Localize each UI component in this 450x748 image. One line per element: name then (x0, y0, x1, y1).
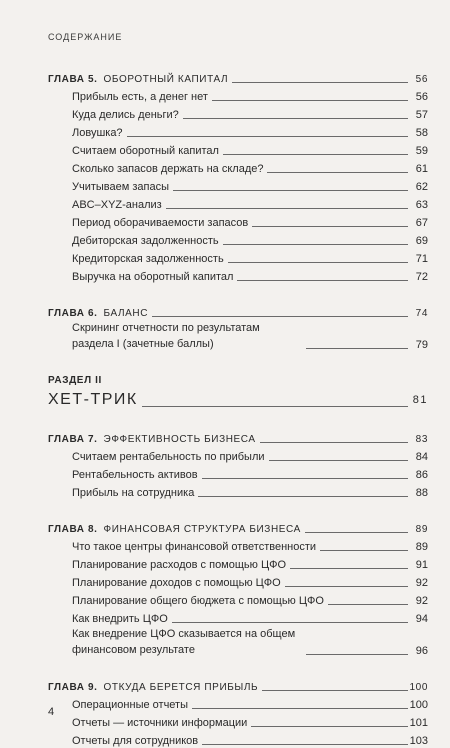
chapter-5-row (48, 68, 428, 86)
leader-line (166, 208, 408, 209)
page-number: 67 (415, 217, 428, 229)
entry-title: Кредиторская задолженность (72, 253, 224, 265)
toc-entry (48, 320, 428, 352)
toc-entry (48, 446, 428, 464)
running-head: СОДЕРЖАНИЕ (48, 32, 123, 42)
page-number: 56 (415, 74, 428, 85)
section-title: ХЕТ-ТРИК (48, 391, 138, 408)
entry-title: Отчеты — источники информации (72, 717, 248, 729)
chapter-heading (48, 73, 228, 86)
chapter-title: ОБОРОТНЫЙ КАПИТАЛ (103, 74, 229, 85)
toc-entry (48, 248, 428, 266)
spacer (48, 500, 428, 514)
page-number: 94 (415, 613, 428, 625)
page-number: 89 (415, 524, 428, 535)
leader-line (262, 690, 407, 691)
page-number: 89 (415, 541, 428, 553)
leader-line (237, 280, 408, 281)
chapter-title: ЭФФЕКТИВНОСТЬ БИЗНЕСА (103, 434, 256, 445)
leader-line (142, 406, 408, 407)
page-number: 91 (415, 559, 428, 571)
leader-line (127, 136, 408, 137)
page-number: 92 (415, 595, 428, 607)
chapter-number: ГЛАВА 6. (48, 308, 98, 319)
chapter-6-row (48, 302, 428, 320)
toc-entry (48, 122, 428, 140)
leader-line (202, 744, 408, 745)
leader-line (172, 622, 408, 623)
entry-title: Что такое центры финансовой ответственности (72, 541, 317, 553)
page-number: 103 (409, 735, 428, 747)
leader-line (320, 550, 408, 551)
spacer (48, 658, 428, 672)
chapter-8-row (48, 518, 428, 536)
entry-title: Планирование расходов с помощью ЦФО (72, 559, 287, 571)
chapter-9-row (48, 676, 428, 694)
toc-entry (48, 712, 428, 730)
page-number: 61 (415, 163, 428, 175)
leader-line (212, 100, 408, 101)
toc-entry (48, 626, 428, 658)
toc-entry (48, 194, 428, 212)
chapter-heading (48, 523, 301, 536)
leader-line (251, 726, 407, 727)
page-number: 100 (409, 699, 428, 711)
chapter-title: БАЛАНС (103, 308, 149, 319)
leader-line (202, 478, 408, 479)
leader-line (306, 348, 408, 349)
toc-entry (48, 104, 428, 122)
page-folio: 4 (48, 706, 55, 718)
entry-title: Сколько запасов держать на складе? (72, 163, 264, 175)
page-number: 72 (415, 271, 428, 283)
section-title-row (48, 388, 428, 410)
leader-line (183, 118, 408, 119)
toc-entry (48, 536, 428, 554)
toc-entry (48, 266, 428, 284)
page-number: 63 (415, 199, 428, 211)
leader-line (223, 244, 408, 245)
table-of-contents (48, 64, 428, 748)
entry-title: Рентабельность активов (72, 469, 198, 481)
page-number: 83 (415, 434, 428, 445)
leader-line (305, 532, 408, 533)
page-number: 79 (415, 339, 428, 351)
entry-title: Как внедрить ЦФО (72, 613, 168, 625)
entry-title: Планирование доходов с помощью ЦФО (72, 577, 281, 589)
entry-title: Планирование общего бюджета с помощью ЦФО (72, 595, 324, 607)
entry-title: Прибыль есть, а денег нет (72, 91, 208, 103)
leader-line (269, 460, 408, 461)
section-label: РАЗДЕЛ II (48, 375, 102, 386)
entry-title: Куда делись деньги? (72, 109, 179, 121)
entry-title: Как внедрение ЦФО сказывается на общем финансовом результате (72, 628, 296, 656)
page-number: 69 (415, 235, 428, 247)
toc-entry (48, 212, 428, 230)
page-number: 101 (409, 717, 428, 729)
leader-line (290, 568, 408, 569)
entry-title: Скрининг отчетности по результатам раздела I (зачетные баллы) (72, 322, 260, 350)
page-number: 62 (415, 181, 428, 193)
toc-entry (48, 86, 428, 104)
spacer (48, 410, 428, 424)
toc-entry (48, 158, 428, 176)
leader-line (228, 262, 408, 263)
chapter-heading (48, 307, 148, 320)
chapter-number: ГЛАВА 5. (48, 74, 98, 85)
toc-entry (48, 554, 428, 572)
chapter-number: ГЛАВА 8. (48, 524, 98, 535)
entry-title: ABC–XYZ-анализ (72, 199, 162, 211)
page-number: 86 (415, 469, 428, 481)
chapter-title: ФИНАНСОВАЯ СТРУКТУРА БИЗНЕСА (103, 524, 301, 535)
page-number: 59 (415, 145, 428, 157)
leader-line (328, 604, 408, 605)
spacer (48, 284, 428, 298)
leader-line (252, 226, 408, 227)
chapter-number: ГЛАВА 7. (48, 434, 98, 445)
leader-line (306, 654, 408, 655)
page-number: 84 (415, 451, 428, 463)
chapter-number: ГЛАВА 9. (48, 682, 98, 693)
leader-line (173, 190, 408, 191)
leader-line (223, 154, 408, 155)
page-number: 96 (415, 645, 428, 657)
toc-entry (48, 590, 428, 608)
toc-entry (48, 694, 428, 712)
toc-entry (48, 464, 428, 482)
page-number: 100 (409, 682, 428, 693)
entry-title: Ловушка? (72, 127, 123, 139)
page-number: 58 (415, 127, 428, 139)
entry-title: Период оборачиваемости запасов (72, 217, 249, 229)
toc-entry (48, 230, 428, 248)
leader-line (192, 708, 408, 709)
entry-title: Отчеты для сотрудников (72, 735, 199, 747)
entry-title: Прибыль на сотрудника (72, 487, 195, 499)
chapter-heading (48, 681, 258, 694)
entry-title: Операционные отчеты (72, 699, 188, 711)
chapter-heading (48, 433, 256, 446)
page-number: 92 (415, 577, 428, 589)
chapter-title: ОТКУДА БЕРЕТСЯ ПРИБЫЛЬ (103, 682, 259, 693)
leader-line (260, 442, 408, 443)
page-number: 81 (412, 394, 428, 406)
leader-line (232, 82, 408, 83)
leader-line (152, 316, 408, 317)
page-number: 71 (415, 253, 428, 265)
toc-entry (48, 176, 428, 194)
page-number: 74 (415, 308, 428, 319)
chapter-7-row (48, 428, 428, 446)
entry-title: Выручка на оборотный капитал (72, 271, 234, 283)
leader-line (267, 172, 408, 173)
page-number: 56 (415, 91, 428, 103)
toc-entry (48, 140, 428, 158)
leader-line (285, 586, 408, 587)
toc-entry (48, 572, 428, 590)
page-number: 57 (415, 109, 428, 121)
entry-title: Дебиторская задолженность (72, 235, 219, 247)
spacer (48, 352, 428, 374)
toc-entry (48, 608, 428, 626)
leader-line (198, 496, 408, 497)
toc-entry (48, 482, 428, 500)
entry-title: Считаем оборотный капитал (72, 145, 219, 157)
entry-title: Считаем рентабельность по прибыли (72, 451, 265, 463)
entry-title: Учитываем запасы (72, 181, 170, 193)
page-number: 88 (415, 487, 428, 499)
